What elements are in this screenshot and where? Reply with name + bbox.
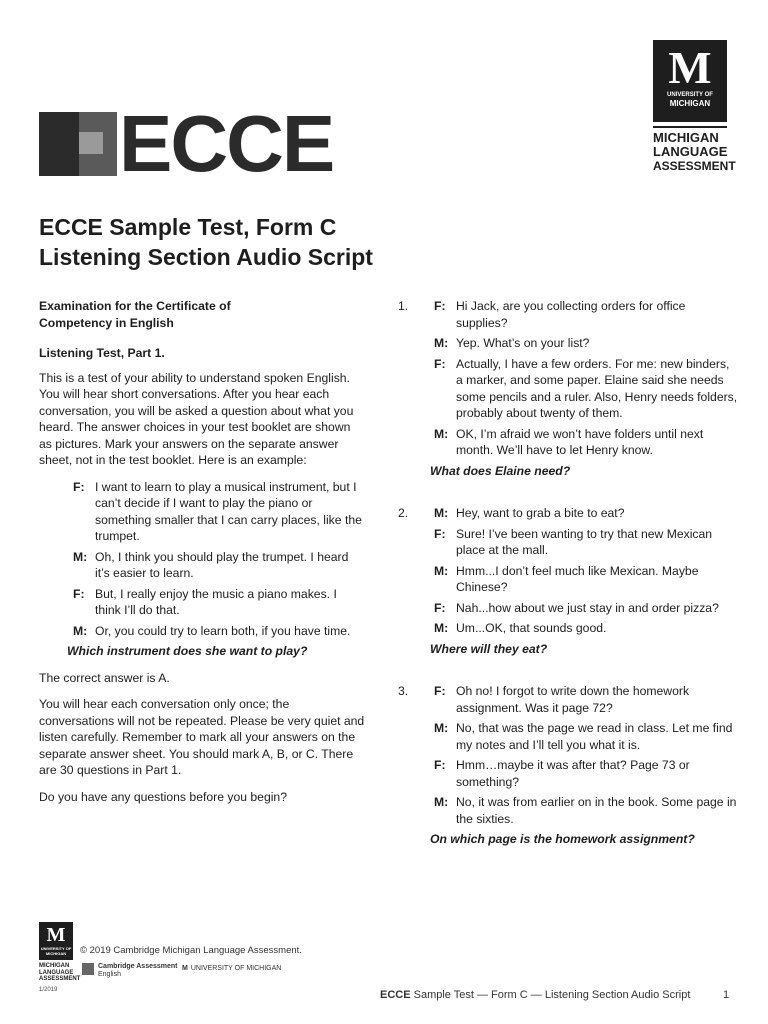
utterance: But, I really enjoy the music a piano makes. I think I’ll do that. (95, 586, 337, 617)
utterance: No, it was from earlier on in the book. Some page in the sixties. (456, 795, 737, 826)
speaker-label: F: (434, 356, 446, 371)
dialogue-line (434, 505, 738, 522)
footer-mla-line-2: LANGUAGE (39, 969, 74, 976)
speaker-label: F: (73, 479, 85, 494)
utterance: Nah...how about we just stay in and order pizza? (456, 600, 719, 615)
exam-heading-line-1: Examination for the Certificate of (39, 299, 231, 313)
speaker-label: M: (73, 623, 88, 638)
example-line (73, 586, 365, 619)
speaker-label: F: (434, 758, 446, 772)
part-heading: Listening Test, Part 1. (39, 346, 165, 360)
question-item (398, 505, 738, 667)
dialogue-line (434, 526, 738, 559)
running-footer-bold: ECCE (380, 989, 411, 1001)
michigan-logo-rule (653, 126, 727, 128)
example-dialogue (73, 479, 365, 640)
utterance: Um...OK, that sounds good. (456, 621, 607, 635)
item-number: 3. (398, 684, 409, 698)
right-column (398, 298, 738, 874)
dialogue-line (434, 600, 738, 617)
utterance: Oh, I think you should play the trumpet. I heard it’s easier to learn. (95, 549, 349, 580)
speaker-label: M: (434, 563, 449, 578)
title-line-1: ECCE Sample Test, Form C (39, 214, 337, 240)
running-footer-text: Sample Test — Form C — Listening Section Audio Script (410, 989, 691, 1001)
page-title (39, 212, 373, 272)
utterance: Oh no! I forgot to write down the homework assignment. Was it page 72? (456, 684, 690, 715)
cambridge-assessment-logo (82, 963, 178, 979)
copyright-notice: © 2019 Cambridge Michigan Language Assessment. (80, 945, 302, 956)
speaker-label: F: (434, 299, 446, 313)
footer-michigan-logo (39, 922, 73, 960)
utterance: No, that was the page we read in class. Let me find my notes and I’ll tell you what it is. (456, 721, 733, 752)
footer-logo-m: M (46, 924, 66, 946)
item-number: 1. (398, 299, 409, 313)
speaker-label: M: (73, 549, 88, 564)
item-question: Where will they eat? (430, 641, 548, 656)
dialogue (430, 683, 738, 858)
michigan-logo-university-of: UNIVERSITY OF (667, 92, 713, 98)
michigan-logo-m: M (668, 42, 712, 93)
speaker-label: F: (73, 586, 85, 601)
michigan-logo (653, 40, 727, 122)
footer-mla-line-1: MICHIGAN (39, 963, 70, 969)
exam-heading-line-2: Competency in English (39, 315, 174, 330)
exam-heading (39, 298, 365, 331)
wordmark-line-2: LANGUAGE (653, 144, 728, 159)
ecce-logo (39, 99, 334, 188)
wordmark-line-3: ASSESSMENT (653, 159, 736, 173)
question-item (398, 298, 738, 489)
speaker-label: F: (434, 684, 446, 698)
speaker-label: M: (434, 506, 449, 520)
utterance: Sure! I’ve been wanting to try that new Mexican place at the mall. (456, 526, 713, 557)
uom-m-icon: M (182, 965, 188, 972)
instructions-paragraph: You will hear each conversation only once; the conversations will not be repeated. Please be very quiet and listen carefully. Remember to mark all your answers on the separate answer sheet. You should mark A, B, or C. There are 30 questions in Part 1. (39, 697, 365, 777)
utterance: I want to learn to play a musical instrument, but I can’t decide if I want to play the piano or something smaller that I can carry places, like the trumpet. (95, 479, 362, 543)
title-line-2: Listening Section Audio Script (39, 244, 373, 270)
item-question: What does Elaine need? (430, 463, 571, 478)
closing-question: Do you have any questions before you begin? (39, 789, 287, 804)
example-line (73, 479, 365, 545)
speaker-label: M: (434, 336, 449, 350)
dialogue-line (434, 298, 738, 331)
uom-text: UNIVERSITY OF MICHIGAN (190, 965, 282, 972)
dialogue (430, 298, 738, 489)
intro-paragraph: This is a test of your ability to understand spoken English. You will hear short conversations. After you hear each conversation, you will be asked a question about what you heard. The answer choices in your test booklet are shown as pictures. Mark your answers on the separate answer sheet, not in the test booklet. Here is an example: (39, 370, 354, 467)
speaker-label: F: (434, 526, 446, 541)
speaker-label: M: (434, 426, 449, 441)
speaker-label: M: (434, 795, 449, 809)
wordmark-line-1: MICHIGAN (653, 130, 719, 145)
michigan-logo-michigan: MICHIGAN (669, 99, 711, 108)
dialogue-line (434, 620, 738, 637)
item-question: On which page is the homework assignment? (430, 832, 695, 846)
utterance: Yep. What’s on your list? (456, 336, 590, 350)
footer-logo-university: UNIVERSITY OF MICHIGAN (40, 946, 72, 956)
utterance: OK, I’m afraid we won’t have folders until next month. We’ll have to let Henry know. (456, 426, 704, 457)
michigan-language-assessment-wordmark (653, 131, 743, 173)
utterance: Hmm...I don’t feel much like Mexican. Maybe Chinese? (456, 563, 699, 594)
ecce-logo-mark-hole (79, 132, 103, 154)
utterance: Hi Jack, are you collecting orders for office supplies? (456, 299, 686, 330)
footer-mla-wordmark (39, 963, 79, 983)
dialogue (430, 505, 738, 667)
utterance: Actually, I have a few orders. For me: new binders, a marker, and some paper. Elaine said she needs some pencils and a ruler. Also, Henry needs folders, probably about twenty of them. (456, 356, 738, 420)
correct-answer: The correct answer is A. (39, 670, 170, 685)
cambridge-text (98, 963, 178, 979)
utterance: Or, you could try to learn both, if you have time. (95, 623, 351, 638)
dialogue-line (434, 720, 738, 753)
dialogue-line (434, 426, 738, 459)
example-line (73, 549, 365, 582)
example-question: Which instrument does she want to play? (67, 644, 308, 658)
cambridge-line-2: English (98, 971, 121, 978)
university-of-michigan-logo (182, 965, 281, 972)
example-line (73, 623, 365, 640)
dialogue-line (434, 794, 738, 827)
dialogue-line (434, 356, 738, 422)
cambridge-shield-icon (82, 963, 94, 975)
running-footer (380, 989, 690, 1001)
speaker-label: F: (434, 600, 446, 615)
utterance: Hey, want to grab a bite to eat? (456, 506, 625, 520)
footer-mla-line-3: ASSESSMENT (39, 976, 81, 982)
ecce-logo-mark-dark (39, 112, 79, 176)
footer-date: 1/2019 (39, 987, 58, 993)
left-column (39, 298, 365, 815)
item-number: 2. (398, 506, 409, 520)
dialogue-line (434, 563, 738, 596)
page-number: 1 (723, 989, 730, 1001)
dialogue-line (434, 757, 738, 790)
speaker-label: M: (434, 721, 449, 735)
question-item (398, 683, 738, 858)
speaker-label: M: (434, 621, 449, 635)
dialogue-line (434, 335, 738, 352)
cambridge-line-1: Cambridge Assessment (98, 963, 178, 970)
dialogue-line (434, 683, 738, 716)
utterance: Hmm…maybe it was after that? Page 73 or something? (456, 758, 690, 789)
ecce-logo-text: ECCE (119, 99, 334, 188)
